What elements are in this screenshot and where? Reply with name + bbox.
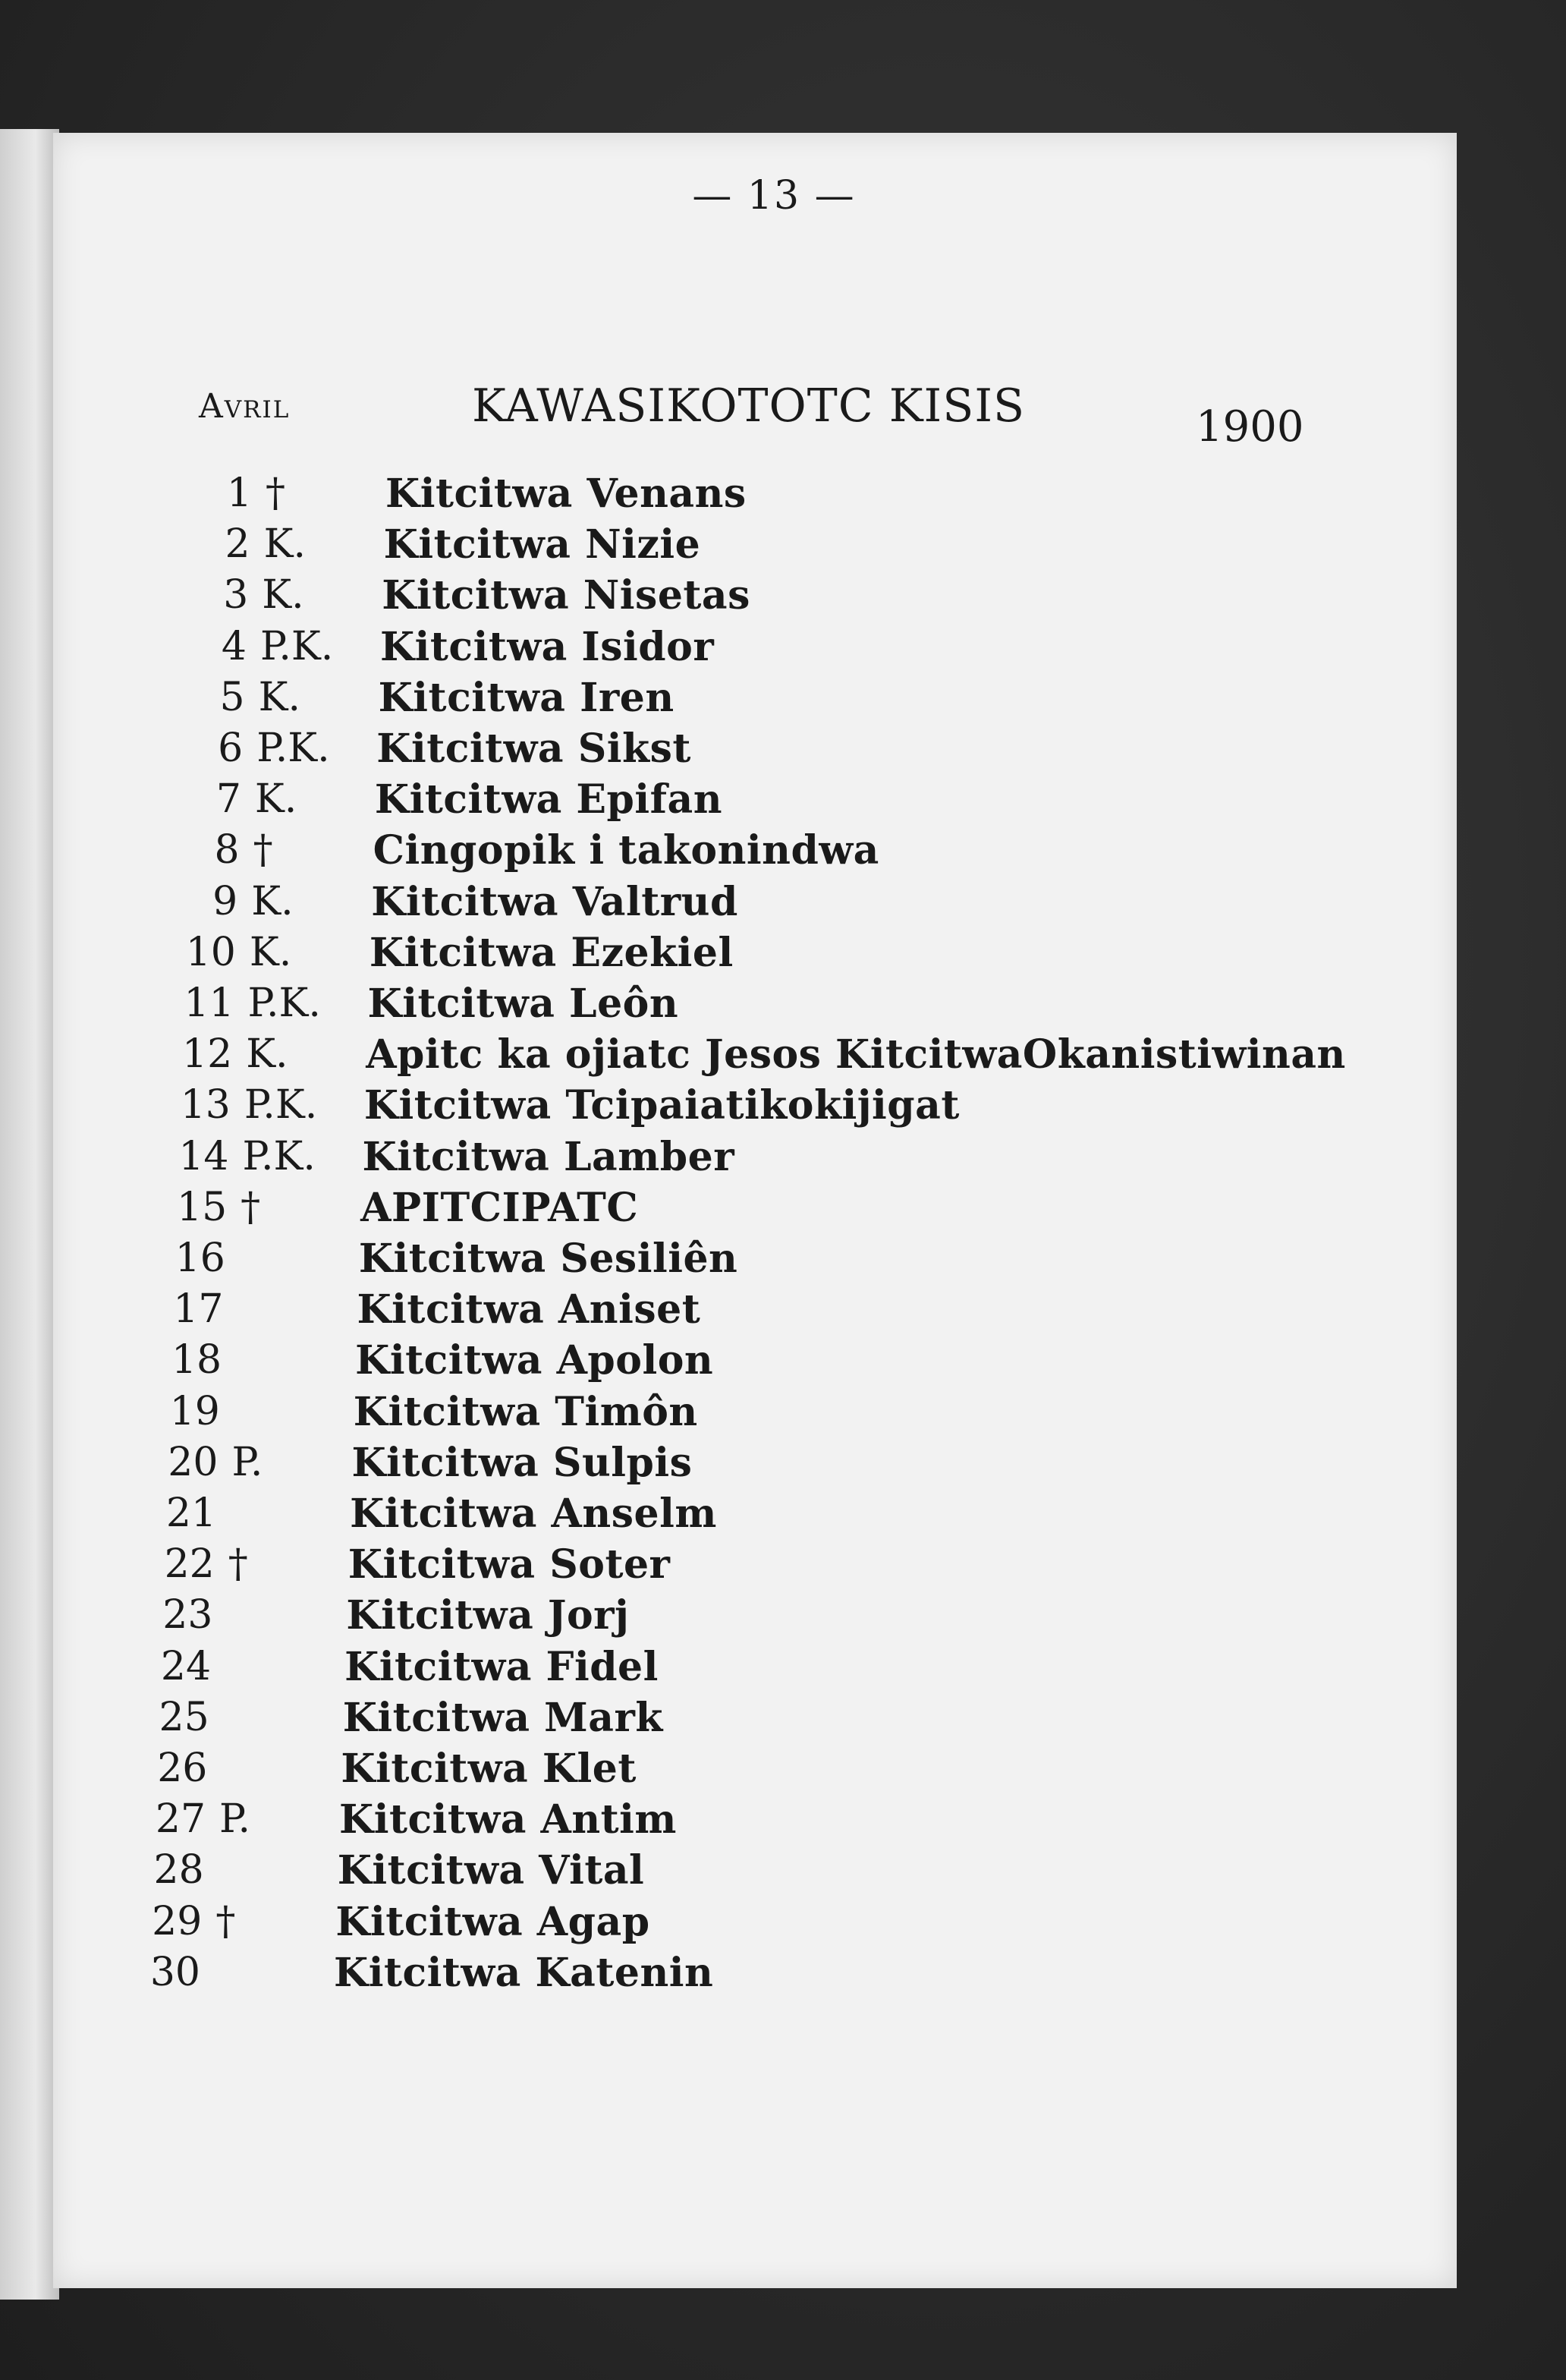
entry-day: 10 — [185, 929, 236, 975]
calendar-page — [53, 133, 1457, 2288]
entry-code: P.K. — [244, 1082, 318, 1129]
entry-code: K. — [246, 1031, 288, 1078]
entry-saint-name: Kitcitwa Nisetas — [382, 572, 750, 619]
entry-saint-name: Kitcitwa Sesiliên — [358, 1236, 738, 1282]
entry-saint-name: Kitcitwa Agap — [335, 1898, 650, 1945]
entry-day: 27 — [155, 1796, 206, 1843]
entry-code: K. — [249, 929, 292, 975]
entry-saint-name: Kitcitwa Antim — [339, 1796, 677, 1843]
entry-saint-name: Kitcitwa Mark — [342, 1694, 663, 1741]
entry-day: 14 — [178, 1133, 229, 1179]
entry-saint-name: Kitcitwa Iren — [378, 674, 675, 721]
entry-day: 12 — [182, 1031, 233, 1078]
entry-code: P.K. — [247, 981, 321, 1026]
entry-saint-name: Kitcitwa Valtrud — [371, 878, 738, 925]
entry-day: 23 — [162, 1592, 213, 1639]
entry-day: 22 — [164, 1541, 215, 1588]
entry-saint-name: Kitcitwa Leôn — [367, 981, 679, 1027]
entry-day: 28 — [153, 1847, 204, 1894]
entry-saint-name: Kitcitwa Aniset — [357, 1286, 701, 1333]
entry-code: P. — [219, 1796, 251, 1843]
entry-saint-name: Kitcitwa Lamber — [362, 1133, 735, 1180]
entry-saint-name: Kitcitwa Sikst — [376, 726, 691, 772]
entry-saint-name: Kitcitwa Klet — [341, 1746, 637, 1792]
entry-day: 8 — [214, 827, 240, 874]
entry-day: 17 — [173, 1286, 224, 1333]
entry-day: 16 — [175, 1236, 225, 1281]
entry-day: 7 — [215, 776, 241, 823]
entry-saint-name: Kitcitwa Ezekiel — [369, 929, 734, 976]
entry-day: 6 — [218, 726, 244, 771]
entry-day: 24 — [160, 1643, 212, 1689]
page-number: — 13 — — [692, 173, 856, 219]
entry-day: 5 — [219, 674, 245, 720]
entry-saint-name: Kitcitwa Nizie — [383, 521, 701, 568]
entry-saint-name: Kitcitwa Sulpis — [351, 1439, 693, 1486]
entry-code: † — [228, 1541, 248, 1588]
entry-day: 19 — [169, 1388, 220, 1434]
entry-saint-name: Kitcitwa Isidor — [379, 623, 715, 670]
entry-saint-name: APITCIPATC — [360, 1184, 639, 1231]
left-page-edge — [0, 129, 59, 2300]
entry-saint-name: Kitcitwa Katenin — [334, 1949, 714, 1996]
entry-day: 20 — [168, 1439, 219, 1485]
entry-code: † — [215, 1898, 236, 1944]
entry-day: 4 — [221, 623, 247, 669]
entry-saint-name: Kitcitwa Vital — [337, 1847, 645, 1894]
entry-code: K. — [262, 572, 304, 619]
entry-saint-name: Kitcitwa Soter — [347, 1541, 671, 1588]
entry-code: † — [241, 1184, 261, 1230]
entry-saint-name: Kitcitwa Epifan — [374, 776, 723, 823]
entry-day: 3 — [223, 572, 249, 619]
month-label: Avril — [199, 387, 291, 426]
entry-day: 30 — [149, 1949, 200, 1995]
entry-code: P. — [231, 1439, 263, 1485]
entry-code: P.K. — [242, 1133, 316, 1179]
entry-day: 26 — [157, 1746, 208, 1791]
entry-saint-name: Kitcitwa Timôn — [353, 1388, 698, 1435]
entry-day: 11 — [184, 981, 234, 1026]
entry-day: 29 — [152, 1898, 203, 1944]
entry-day: 2 — [225, 521, 250, 568]
entry-code: P.K. — [259, 623, 334, 669]
entry-day: 1 — [226, 471, 252, 516]
calendar-title: KAWASIKOTOTC KISIS — [472, 379, 1026, 433]
entry-saint-name: Kitcitwa Apolon — [355, 1337, 714, 1384]
entry-day: 9 — [212, 878, 238, 924]
entry-saint-name: Cingopik i takonindwa — [373, 827, 879, 874]
entry-saint-name: Kitcitwa Jorj — [346, 1592, 630, 1639]
entry-code: † — [253, 827, 273, 874]
entry-day: 13 — [180, 1082, 231, 1129]
entry-saint-name: Kitcitwa Tcipaiatikokijigat — [363, 1082, 960, 1129]
calendar-year: 1900 — [1196, 402, 1304, 452]
entry-saint-name: Kitcitwa Fidel — [344, 1643, 659, 1690]
entry-saint-name: Kitcitwa Venans — [385, 471, 747, 517]
entry-day: 21 — [165, 1491, 217, 1536]
entry-day: 15 — [177, 1184, 228, 1230]
entry-saint-name: Kitcitwa Anselm — [350, 1491, 717, 1537]
entry-code: K. — [263, 521, 307, 568]
entry-saint-name: Apitc ka ojiatc Jesos KitcitwaOkanistiwinan — [366, 1031, 1346, 1078]
entry-day: 18 — [171, 1337, 222, 1384]
entry-code: P.K. — [256, 726, 330, 771]
entry-code: K. — [254, 776, 297, 823]
entry-code: † — [266, 471, 285, 516]
entry-day: 25 — [159, 1694, 209, 1740]
entry-code: K. — [258, 674, 300, 720]
entry-code: K. — [251, 878, 294, 924]
